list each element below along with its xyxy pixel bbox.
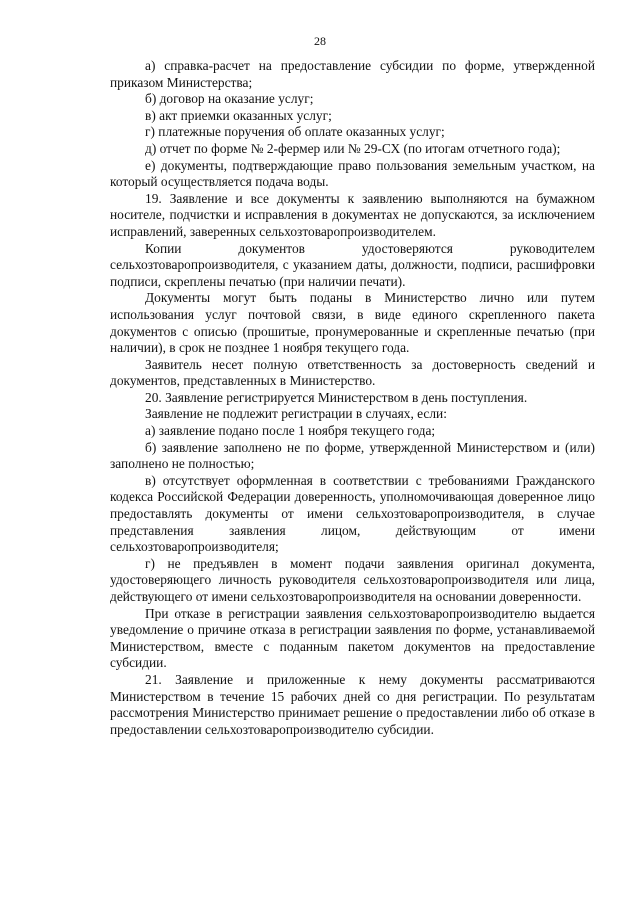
- paragraph-copies-certification: Копии документов удостоверяются руководителем сельхозтоваропроизводителя, с указанием даты, должности, подписи, расшифровки подписи, скреплены печатью (при наличии печати).: [110, 240, 595, 289]
- paragraph-applicant-responsibility: Заявитель несет полную ответственность за достоверность сведений и документов, представленных в Министерство.: [110, 356, 595, 389]
- paragraph-item-v-acceptance-act: в) акт приемки оказанных услуг;: [145, 107, 332, 123]
- paragraph-item-d-report: д) отчет по форме № 2-фермер или № 29-СХ (по итогам отчетного года);: [145, 140, 561, 156]
- paragraph-refusal-v-power-of-attorney: в) отсутствует оформленная в соответствии с требованиями Гражданского кодекса Российской Федерации доверенность, уполномочивающая доверенное лицо предоставлять документы от имени сельхозтоваропроизводителя, в случае представления заявления лицом, действующим от имени сельхозтоваропроизводителя;: [110, 472, 595, 555]
- paragraph-refusal-a-late: а) заявление подано после 1 ноября текущего года;: [145, 423, 436, 439]
- paragraph-refusal-b-form: б) заявление заполнено не по форме, утвержденной Министерством и (или) заполнено не полностью;: [110, 439, 595, 472]
- page-number: 28: [314, 34, 326, 48]
- paragraph-submission-method: Документы могут быть поданы в Министерство лично или путем использования услуг почтовой связи, в виде единого скрепленного пакета документов с описью (прошитые, пронумерованные и скрепленные печатью (при наличии), в срок не позднее 1 ноября текущего года.: [110, 290, 595, 356]
- paragraph-clause-21: 21. Заявление и приложенные к нему документы рассматриваются Министерством в течение 15 рабочих дней со дня регистрации. По результатам рассмотрения Министерство принимает решение о предоставлении либо об отказе в предоставлении сельхозтоваропроизводителю субсидии.: [110, 671, 595, 737]
- paragraph-refusal-g-identity: г) не предъявлен в момент подачи заявления оригинал документа, удостоверяющего личность руководителя сельхозтоваропроизводителя или лица, действующего от имени сельхозтоваропроизводителя на основании доверенности.: [110, 555, 595, 604]
- paragraph-clause-20: 20. Заявление регистрируется Министерством в день поступления.: [145, 389, 528, 405]
- paragraph-item-e-land-documents: е) документы, подтверждающие право пользования земельным участком, на который осуществляется подача воды.: [110, 157, 595, 190]
- paragraph-item-b-contract: б) договор на оказание услуг;: [145, 91, 314, 107]
- paragraph-item-a-calculation: а) справка-расчет на предоставление субсидии по форме, утвержденной приказом Министерства;: [110, 58, 595, 90]
- document-body: [110, 58, 595, 738]
- paragraph-registration-refusal-intro: Заявление не подлежит регистрации в случаях, если:: [145, 406, 447, 422]
- paragraph-item-g-payment-orders: г) платежные поручения об оплате оказанных услуг;: [145, 124, 445, 140]
- paragraph-clause-19: 19. Заявление и все документы к заявлению выполняются на бумажном носителе, подчистки и исправления в документах не допускаются, за исключением исправлений, заверенных сельхозтоваропроизводителем.: [110, 190, 595, 239]
- paragraph-refusal-notice: При отказе в регистрации заявления сельхозтоваропроизводителю выдается уведомление о причине отказа в регистрации заявления по форме, устанавливаемой Министерством, вместе с поданным пакетом документов на предоставление субсидии.: [110, 605, 595, 671]
